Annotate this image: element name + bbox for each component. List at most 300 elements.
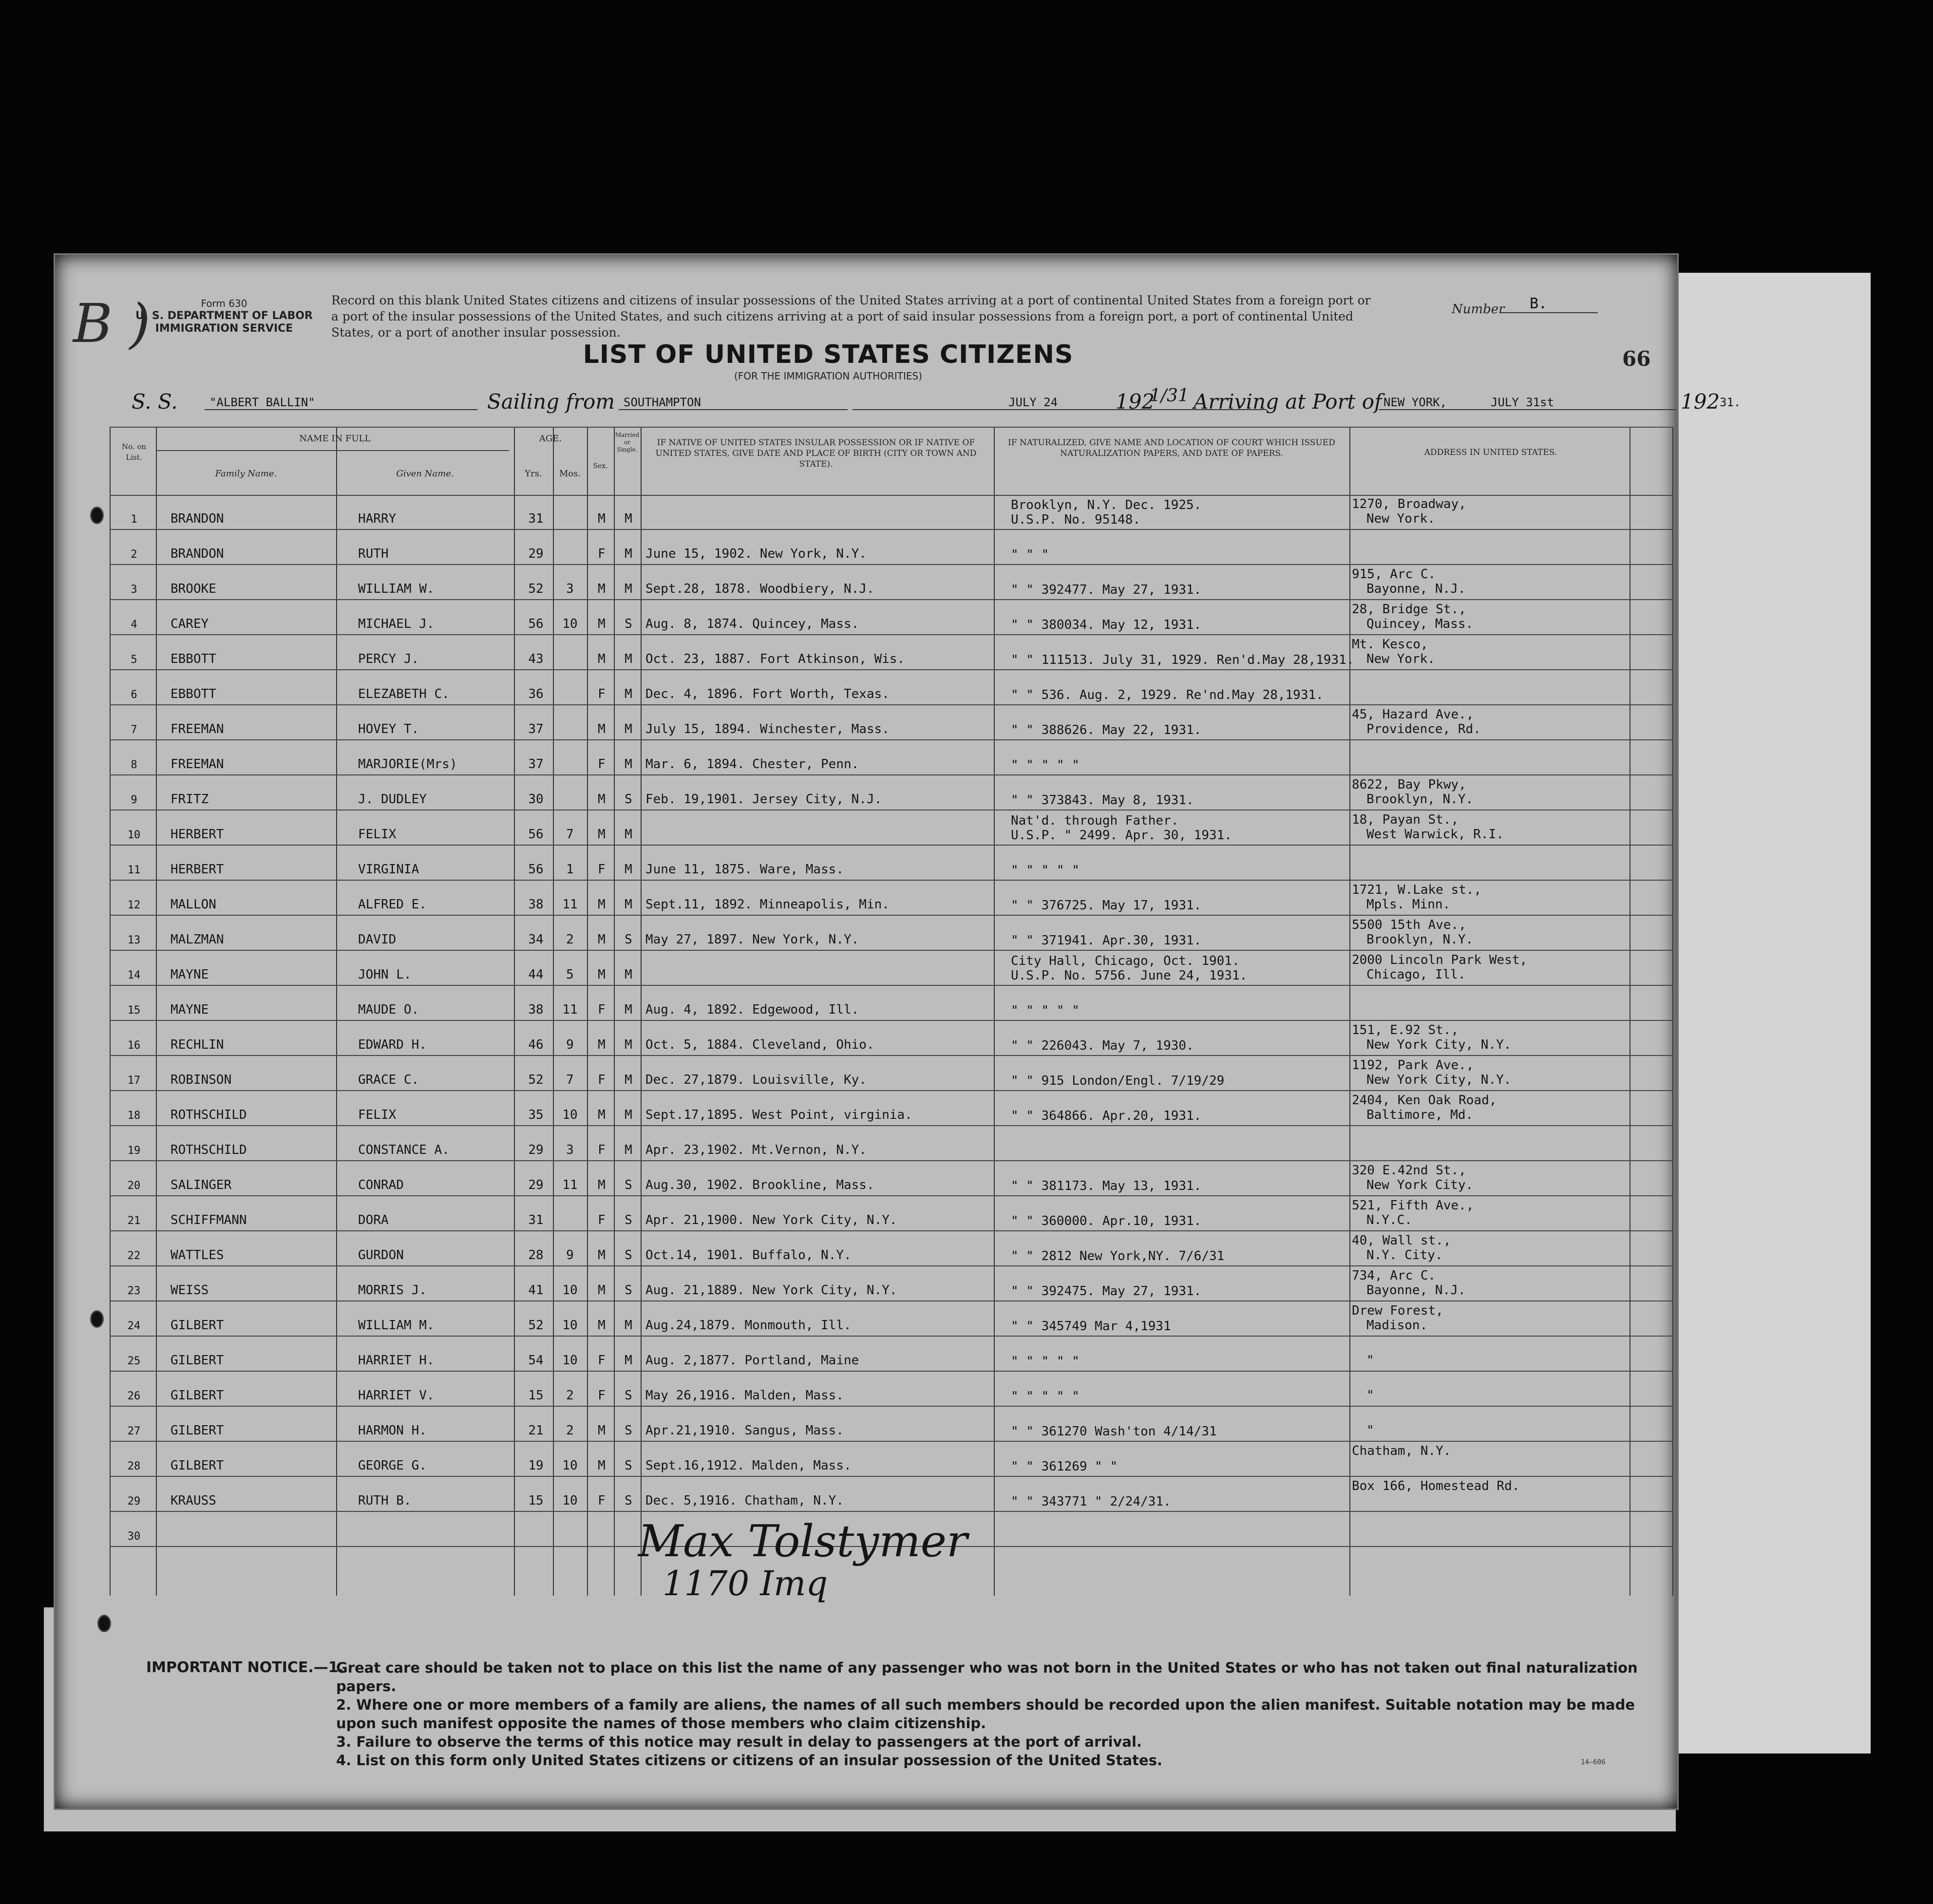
birth-info: Apr. 21,1900. New York City, N.Y. [645,1213,897,1227]
family-name: HERBERT [171,827,224,842]
marital-status: M [625,1002,632,1017]
table-row [110,1301,1673,1337]
age-years: 41 [528,1283,544,1298]
age-months: 11 [562,897,578,912]
age-months: 10 [562,1493,578,1508]
sex: M [598,1037,606,1052]
age-years: 46 [528,1037,544,1052]
table-row [110,705,1673,740]
underlying-page [1676,273,1871,1753]
age-months: 9 [566,1037,574,1052]
table-row [110,1442,1673,1477]
age-years: 56 [528,827,544,842]
row-number: 9 [131,794,137,806]
family-name: KRAUSS [171,1493,216,1508]
birth-info: Apr. 23,1902. Mt.Vernon, N.Y. [645,1143,867,1157]
address-line-2: New York. [1366,652,1435,666]
birth-info: Oct.14, 1901. Buffalo, N.Y. [645,1248,852,1263]
table-row [110,951,1673,986]
birth-info: Apr.21,1910. Sangus, Mass. [645,1423,844,1438]
birth-info: Sept.11, 1892. Minneapolis, Min. [645,897,890,912]
age-years: 52 [528,1318,544,1333]
sex: M [598,1458,606,1473]
row-number: 2 [131,548,137,561]
notice-item: 3. Failure to observe the terms of this notice may result in delay to passengers at the port of arrival. [336,1734,1142,1750]
family-name: CAREY [171,617,209,631]
address-line-2: Brooklyn, N.Y. [1366,792,1474,807]
naturalization-papers: " " 388626. May 22, 1931. [1011,723,1202,737]
address-line-2: New York City, N.Y. [1366,1073,1512,1087]
age-years: 44 [528,967,544,982]
family-name: ROBINSON [171,1073,232,1087]
department-name: U. S. DEPARTMENT OF LABOR [135,310,313,322]
table-row [110,1372,1673,1407]
form-number: Form 630 [201,298,247,309]
marital-status: S [625,1493,632,1508]
signature [633,1520,999,1602]
address-line-1: 45, Hazard Ave., [1352,707,1474,722]
table-row [110,670,1673,705]
birth-info: Sept.28, 1878. Woodbiery, N.J. [645,582,874,596]
sex: M [598,897,606,912]
given-name: CONRAD [358,1178,404,1192]
marital-status: M [625,1073,632,1087]
address-line-2: Bayonne, N.J. [1366,582,1466,596]
birth-info: Aug. 2,1877. Portland, Maine [645,1353,859,1368]
marital-status: M [625,1108,632,1122]
arrival-port: NEW YORK, [1379,396,1486,410]
marital-status: M [625,511,632,526]
address-line-2: Brooklyn, N.Y. [1366,932,1474,947]
header-yrs: Yrs. [525,469,542,479]
sex: M [598,1248,606,1263]
address-line-2: Madison. [1366,1318,1428,1333]
service-name: IMMIGRATION SERVICE [155,322,293,335]
birth-info: Dec. 5,1916. Chatham, N.Y. [645,1493,844,1508]
address-line-1: 734, Arc C. [1352,1268,1436,1283]
table-row [110,600,1673,635]
row-number: 14 [127,969,141,981]
naturalization-court: Nat'd. through Father. [1011,813,1179,828]
marital-status: M [625,757,632,772]
address-line-2: West Warwick, R.I. [1366,827,1504,842]
address-line-1: 5500 15th Ave., [1352,918,1466,932]
row-number: 13 [127,934,141,946]
form-code: 14—606 [1581,1758,1606,1766]
naturalization-papers: " " " [1011,547,1049,562]
arriving-label: Arriving at Port of [1194,390,1382,414]
address-line-2: Baltimore, Md. [1366,1108,1474,1122]
family-name: GILBERT [171,1318,224,1333]
sail-year-handwritten: 1/31 [1150,386,1189,406]
family-name: ROTHSCHILD [171,1108,247,1122]
age-months: 7 [566,1073,574,1087]
naturalization-papers: " " " " " [1011,1389,1080,1404]
header-address: ADDRESS IN UNITED STATES. [1424,448,1557,457]
given-name: RUTH [358,547,389,561]
table-row [110,775,1673,811]
naturalization-papers: " " 111513. July 31, 1929. Ren'd.May 28,1931. [1011,653,1354,667]
address-line-2: Providence, Rd. [1366,722,1481,736]
age-months: 10 [562,1108,578,1122]
marital-status: M [625,897,632,912]
sex: F [598,1002,606,1017]
age-months: 10 [562,1318,578,1333]
family-name: SCHIFFMANN [171,1213,247,1227]
table-row [110,1196,1673,1231]
table-row [110,565,1673,600]
birth-info: Oct. 5, 1884. Cleveland, Ohio. [645,1037,874,1052]
header-mos: Mos. [559,469,581,479]
given-name: HARMON H. [358,1423,427,1438]
sex: M [598,827,606,842]
age-months: 2 [566,1388,574,1403]
table-row [110,1407,1673,1442]
family-name: FREEMAN [171,722,224,736]
age-years: 54 [528,1353,544,1368]
marital-status: M [625,582,632,596]
given-name: MICHAEL J. [358,617,435,631]
given-name: DAVID [358,932,397,947]
sex: F [598,862,606,877]
family-name: HERBERT [171,862,224,877]
address-line-1: 8622, Bay Pkwy, [1352,777,1466,792]
table-border [110,427,1673,428]
notice-lead: IMPORTANT NOTICE.—1. [146,1659,344,1676]
age-months: 1 [566,862,574,877]
given-name: HARRY [358,511,397,526]
address-line-2: " [1366,1353,1374,1368]
sex: M [598,582,606,596]
address-line-1: Drew Forest, [1352,1303,1443,1318]
sex: M [598,1318,606,1333]
given-name: DORA [358,1213,389,1227]
row-number: 29 [127,1495,141,1508]
number-label: Number [1452,302,1505,317]
header-family-name: Family Name. [215,469,277,479]
family-name: MALZMAN [171,932,224,947]
row-number: 18 [127,1110,141,1122]
age-years: 31 [528,1213,544,1227]
marital-status: S [625,1248,632,1263]
age-months: 9 [566,1248,574,1263]
row-number: 27 [127,1425,141,1437]
naturalization-papers: U.S.P. No. 95148. [1011,512,1141,527]
family-name: FRITZ [171,792,209,807]
row-number: 28 [127,1460,141,1472]
age-years: 29 [528,1143,544,1157]
birth-info: May 26,1916. Malden, Mass. [645,1388,844,1403]
handwritten-mark: B ) [73,292,151,355]
naturalization-papers: " " 371941. Apr.30, 1931. [1011,933,1202,948]
marital-status: M [625,1143,632,1157]
marital-status: S [625,1213,632,1227]
sex: F [598,1073,606,1087]
table-row [110,530,1673,565]
table-row [110,495,1673,530]
age-years: 56 [528,617,544,631]
address-line-1: 28, Bridge St., [1352,602,1466,617]
family-name: BRANDON [171,547,224,561]
binder-hole [97,1615,111,1632]
sex: F [598,1353,606,1368]
row-number: 24 [127,1320,141,1332]
naturalization-papers: " " " " " [1011,863,1080,878]
binder-hole [90,507,104,524]
given-name: HOVEY T. [358,722,419,736]
naturalization-papers: " " 345749 Mar 4,1931 [1011,1319,1171,1334]
arrival-date: JULY 31st [1486,396,1676,410]
given-name: EDWARD H. [358,1037,427,1052]
address-line-1: 18, Payan St., [1352,812,1459,827]
birth-info: Sept.17,1895. West Point, virginia. [645,1108,912,1122]
sex: F [598,547,606,561]
given-name: PERCY J. [358,652,419,666]
age-years: 36 [528,687,544,701]
naturalization-papers: " " 226043. May 7, 1930. [1011,1038,1194,1053]
given-name: MARJORIE(Mrs) [358,757,457,772]
family-name: BROOKE [171,582,216,596]
row-number: 11 [127,864,141,876]
given-name: MORRIS J. [358,1283,427,1298]
sex: F [598,687,606,701]
sex: F [598,1143,606,1157]
given-name: HARRIET H. [358,1353,435,1368]
age-years: 34 [528,932,544,947]
row-number: 16 [127,1039,141,1052]
address-line-1: 40, Wall st., [1352,1233,1451,1248]
birth-info: Aug. 8, 1874. Quincey, Mass. [645,617,859,631]
sex: M [598,932,606,947]
naturalization-papers: " " 361269 " " [1011,1459,1118,1474]
table-row [110,881,1673,916]
address-line-1: 1721, W.Lake st., [1352,883,1482,897]
sex: M [598,1423,606,1438]
naturalization-papers: " " 343771 " 2/24/31. [1011,1494,1171,1509]
given-name: WILLIAM M. [358,1318,435,1333]
address-line-2: New York City. [1366,1178,1474,1192]
naturalization-papers: " " 915 London/Engl. 7/19/29 [1011,1074,1225,1088]
address-line-2: Mpls. Minn. [1366,897,1451,912]
given-name: MAUDE O. [358,1002,419,1017]
address-line-2: Bayonne, N.J. [1366,1283,1466,1298]
birth-info: Aug.30, 1902. Brookline, Mass. [645,1178,874,1192]
birth-info: June 15, 1902. New York, N.Y. [645,547,867,561]
notice-item: 4. List on this form only United States citizens or citizens of an insular possession of the United States. [336,1752,1162,1769]
address-line-1: Chatham, N.Y. [1352,1444,1451,1458]
sex: M [598,1283,606,1298]
naturalization-papers: " " 380034. May 12, 1931. [1011,618,1202,632]
departure-port: SOUTHAMPTON [619,396,848,410]
given-name: ALFRED E. [358,897,427,912]
naturalization-papers: " " " " " [1011,1003,1080,1018]
marital-status: S [625,1388,632,1403]
notice-item: Great care should be taken not to place on this list the name of any passenger who was not born in the United States or who has not taken out final naturalization papers. [336,1659,1638,1695]
family-name: EBBOTT [171,652,216,666]
marital-status: M [625,1353,632,1368]
age-months: 10 [562,1353,578,1368]
birth-info: Oct. 23, 1887. Fort Atkinson, Wis. [645,652,905,666]
header-birth: IF NATIVE OF UNITED STATES INSULAR POSSESSION OR IF NATIVE OF UNITED STATES, GIVE DATE AND PLACE OF BIRTH (CITY OR TOWN AND STATE). [655,438,977,469]
row-number: 19 [127,1145,141,1157]
header-no: No. on List. [121,442,147,462]
page-number: 66 [1622,347,1651,371]
age-years: 43 [528,652,544,666]
naturalization-papers: " " 2812 New York,NY. 7/6/31 [1011,1249,1225,1263]
marital-status: S [625,932,632,947]
voyage-line [132,386,1741,419]
age-years: 31 [528,511,544,526]
row-number: 7 [131,724,137,736]
sex: M [598,792,606,807]
marital-status: M [625,652,632,666]
given-name: WILLIAM W. [358,582,435,596]
family-name: RECHLIN [171,1037,224,1052]
family-name: BRANDON [171,511,224,526]
family-name: MAYNE [171,967,209,982]
age-months: 2 [566,932,574,947]
marital-status: S [625,1283,632,1298]
given-name: GRACE C. [358,1073,419,1087]
header-naturalized: IF NATURALIZED, GIVE NAME AND LOCATION OF COURT WHICH ISSUED NATURALIZATION PAPERS, AND DATE OF PAPERS. [1008,438,1335,458]
sex: M [598,967,606,982]
address-line-1: 1192, Park Ave., [1352,1058,1474,1073]
naturalization-papers: " " 392477. May 27, 1931. [1011,583,1202,597]
age-years: 38 [528,897,544,912]
marital-status: M [625,1318,632,1333]
naturalization-papers: U.S.P. No. 5756. June 24, 1931. [1011,968,1248,983]
table-row [110,1021,1673,1056]
given-name: CONSTANCE A. [358,1143,450,1157]
age-months: 10 [562,617,578,631]
row-number: 22 [127,1250,141,1262]
naturalization-papers: " " 536. Aug. 2, 1929. Re'nd.May 28,1931. [1011,688,1324,702]
page-subtitle: (FOR THE IMMIGRATION AUTHORITIES) [734,370,923,382]
signature-line-2: 1170 Imq [663,1564,828,1602]
arrive-year: 31. [1720,396,1741,409]
given-name: FELIX [358,1108,397,1122]
binder-hole [90,1310,104,1328]
address-line-2: " [1366,1423,1374,1438]
row-number: 17 [127,1075,141,1087]
table-row [110,1231,1673,1266]
age-months: 5 [566,967,574,982]
naturalization-papers: " " 381173. May 13, 1931. [1011,1179,1202,1193]
form-identity [102,297,346,335]
family-name: WATTLES [171,1248,224,1263]
header-given-name: Given Name. [396,469,454,479]
family-name: EBBOTT [171,687,216,701]
naturalization-papers: " " 373843. May 8, 1931. [1011,793,1194,808]
age-months: 10 [562,1458,578,1473]
family-name: GILBERT [171,1423,224,1438]
marital-status: S [625,1423,632,1438]
sex: F [598,1493,606,1508]
row-number: 15 [127,1004,141,1017]
naturalization-papers: " " " " " [1011,1354,1080,1369]
age-years: 52 [528,582,544,596]
header-age: AGE. [539,434,562,444]
family-name: GILBERT [171,1353,224,1368]
age-years: 37 [528,722,544,736]
marital-status: S [625,1458,632,1473]
marital-status: M [625,1037,632,1052]
address-line-2: New York. [1366,511,1435,526]
age-months: 11 [562,1178,578,1192]
birth-info: Sept.16,1912. Malden, Mass. [645,1458,852,1473]
age-years: 21 [528,1423,544,1438]
sex: M [598,652,606,666]
table-row [110,1337,1673,1372]
naturalization-papers: " " 360000. Apr.10, 1931. [1011,1214,1202,1228]
table-row [110,1477,1673,1512]
family-name: WEISS [171,1283,209,1298]
marital-status: M [625,862,632,877]
table-row [110,635,1673,670]
naturalization-papers: " " " " " [1011,758,1080,773]
naturalization-papers: " " 361270 Wash'ton 4/14/31 [1011,1424,1217,1439]
ship-name: "ALBERT BALLIN" [205,396,477,410]
row-number: 3 [131,584,137,596]
marital-status: S [625,617,632,631]
sex: M [598,722,606,736]
naturalization-papers: U.S.P. " 2499. Apr. 30, 1931. [1011,828,1232,843]
row-number: 23 [127,1285,141,1297]
naturalization-court: City Hall, Chicago, Oct. 1901. [1011,954,1240,968]
birth-info: June 11, 1875. Ware, Mass. [645,862,844,877]
age-years: 29 [528,547,544,561]
given-name: GURDON [358,1248,404,1263]
address-line-1: 1270, Broadway, [1352,497,1466,511]
age-months: 3 [566,582,574,596]
table-row [110,916,1673,951]
sex: M [598,617,606,631]
family-name: SALINGER [171,1178,232,1192]
marital-status: M [625,722,632,736]
header-sex: Sex. [593,462,608,470]
row-number: 21 [127,1215,141,1227]
age-months: 7 [566,827,574,842]
row-number: 5 [131,654,137,666]
family-name: GILBERT [171,1458,224,1473]
age-years: 28 [528,1248,544,1263]
age-years: 15 [528,1388,544,1403]
table-row [110,846,1673,881]
form-instructions: Record on this blank United States citizens and citizens of insular possessions of the United States arriving at a port of continental United States from a foreign port or a port of the insular possessions of the United States, and such citizens arriving at a port of said insular possessions from a foreign port, a port of continental United States, or a port of another insular possession. [331,293,1371,339]
birth-info: Dec. 27,1879. Louisville, Ky. [645,1073,867,1087]
given-name: RUTH B. [358,1493,412,1508]
family-name: GILBERT [171,1388,224,1403]
birth-info: Aug. 21,1889. New York City, N.Y. [645,1283,897,1298]
marital-status: S [625,1178,632,1192]
arrive-year-prefix: 192 [1681,390,1720,414]
age-years: 56 [528,862,544,877]
address-line-2: N.Y. City. [1366,1248,1443,1263]
address-line-1: 521, Fifth Ave., [1352,1198,1474,1213]
age-years: 52 [528,1073,544,1087]
address-line-2: " [1366,1388,1374,1403]
sex: M [598,1178,606,1192]
row-number: 1 [131,513,137,526]
address-line-1: 915, Arc C. [1352,567,1436,582]
family-name: ROTHSCHILD [171,1143,247,1157]
table-row [110,1266,1673,1301]
given-name: J. DUDLEY [358,792,427,807]
birth-info: Aug. 4, 1892. Edgewood, Ill. [645,1002,859,1017]
sail-year-prefix: 192 [1116,390,1155,414]
table-row [110,1091,1673,1126]
notice-item: 2. Where one or more members of a family are aliens, the names of all such members should be recorded upon the alien manifest. Suitable notation may be made upon such manifest opposite the names of those members who claim citizenship. [336,1697,1635,1732]
